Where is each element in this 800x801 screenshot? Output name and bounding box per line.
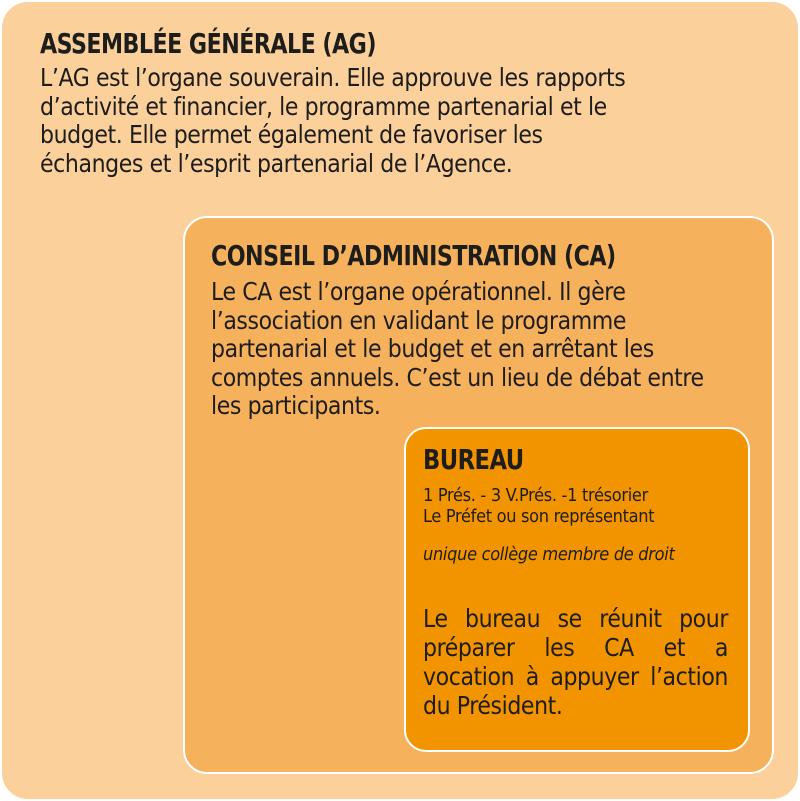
bureau-composition bbox=[423, 485, 654, 527]
bureau-note: unique collège membre de droit bbox=[423, 544, 675, 565]
ca-title: CONSEIL D’ADMINISTRATION (CA) bbox=[211, 239, 616, 272]
ca-description-line: Le CA est l’organe opérationnel. Il gère bbox=[211, 277, 626, 306]
bureau-composition-line: Le Préfet ou son représentant bbox=[423, 506, 655, 527]
bureau-box bbox=[404, 427, 750, 752]
ca-description-line: comptes annuels. C’est un lieu de débat entre bbox=[211, 362, 704, 392]
ag-title: ASSEMBLÉE GÉNÉRALE (AG) bbox=[40, 27, 376, 60]
ag-description-line: L’AG est l’organe souverain. Elle approuve les rapports bbox=[40, 63, 626, 92]
bureau-title: BUREAU bbox=[423, 443, 524, 476]
ag-description-line: échanges et l’esprit partenarial de l’Agence. bbox=[40, 148, 513, 178]
ca-description-line: partenarial et le budget et en arrêtant les bbox=[211, 334, 654, 363]
ag-description-line: d’activité et financier, le programme partenarial et le bbox=[40, 91, 607, 121]
ag-description-line: budget. Elle permet également de favoriser les bbox=[40, 120, 543, 149]
ca-description-line: l’association en validant le programme bbox=[211, 305, 627, 335]
bureau-description-line: Le bureau se réunit pour bbox=[423, 604, 728, 633]
bureau-description-line: préparer les CA et a bbox=[423, 633, 728, 662]
bureau-description bbox=[423, 604, 728, 720]
ca-description-line: les participants. bbox=[211, 391, 381, 420]
ca-description bbox=[211, 278, 704, 421]
bureau-description-line: vocation à appuyer l’action bbox=[423, 662, 728, 691]
bureau-composition-line: 1 Prés. - 3 V.Prés. -1 trésorier bbox=[423, 485, 648, 506]
ag-description bbox=[40, 64, 625, 178]
bureau-description-line: du Président. bbox=[423, 691, 563, 720]
